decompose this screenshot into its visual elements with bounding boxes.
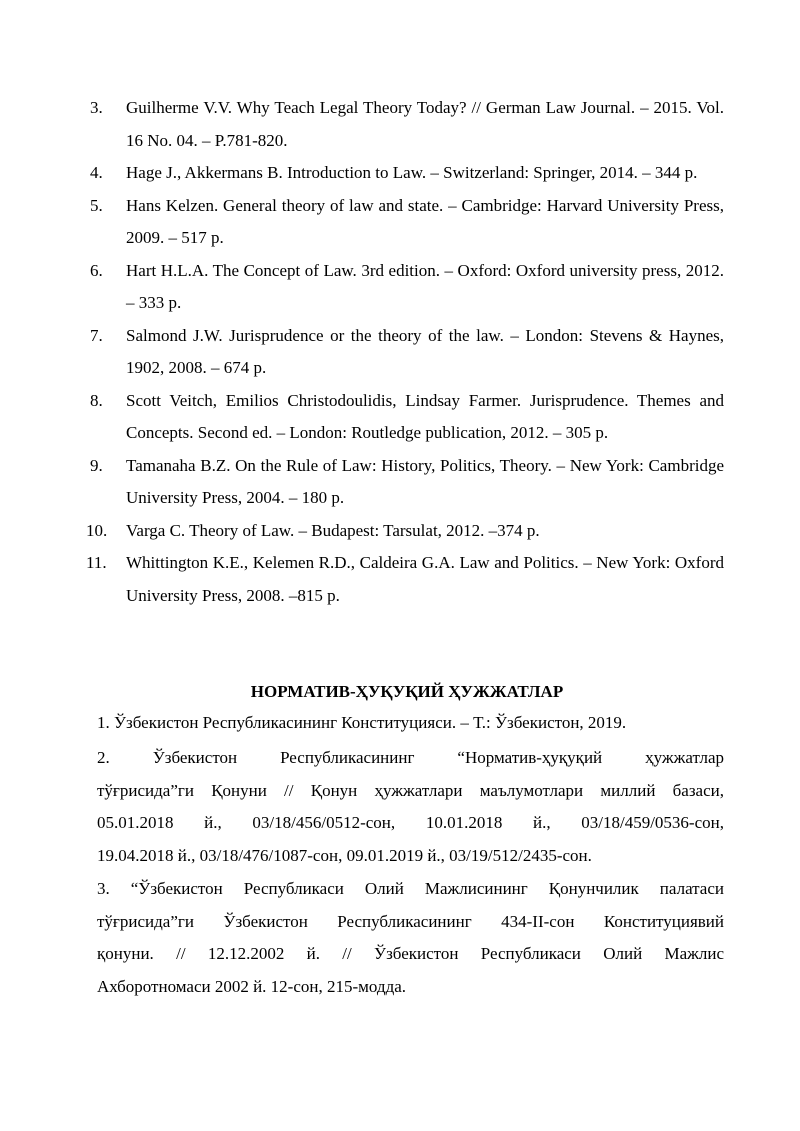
reference-number: 3. bbox=[90, 98, 103, 117]
reference-number: 9. bbox=[90, 455, 103, 475]
reference-text: Salmond J.W. Jurisprudence or the theory of the law. – London: Stevens & Haynes, 1902, 2008. – 674 p. bbox=[126, 325, 724, 377]
reference-list bbox=[86, 92, 724, 612]
normative-line: 19.04.2018 й., 03/18/476/1087-сон, 09.01.2019 й., 03/19/512/2435-сон. bbox=[97, 845, 592, 865]
normative-line: қонуни. // 12.12.2002 й. // Ўзбекистон Республикаси Олий Мажлис bbox=[97, 944, 724, 963]
reference-item bbox=[90, 190, 724, 255]
reference-number: 8. bbox=[90, 390, 103, 410]
reference-number: 10. bbox=[86, 520, 108, 540]
normative-item bbox=[97, 742, 724, 872]
reference-item bbox=[90, 385, 724, 450]
reference-item bbox=[90, 450, 724, 515]
normative-item bbox=[97, 873, 724, 1003]
normative-line: тўғрисида”ги Қонуни // Қонун ҳужжатлари маълумотлари миллий базаси, bbox=[97, 780, 724, 800]
normative-line: 05.01.2018 й., 03/18/456/0512-сон, 10.01.2018 й., 03/18/459/0536-сон, bbox=[97, 813, 724, 832]
reference-item bbox=[86, 515, 724, 548]
normative-line: Ахборотномаси 2002 й. 12-сон, 215-модда. bbox=[97, 976, 407, 996]
normative-line: 2. Ўзбекистон Республикасининг “Норматив-ҳуқуқий ҳужжатлар bbox=[97, 748, 724, 767]
reference-number: 6. bbox=[90, 260, 103, 280]
reference-text: Tamanaha B.Z. On the Rule of Law: History, Politics, Theory. – New York: Cambridge University Press, 2004. – 180 p. bbox=[126, 455, 724, 507]
reference-item bbox=[90, 92, 724, 157]
normative-item: 1. Ўзбекистон Республикасининг Конституцияси. – Т.: Ўзбекистон, 2019. bbox=[97, 713, 627, 732]
reference-item bbox=[86, 547, 724, 612]
reference-text: Whittington K.E., Kelemen R.D., Caldeira G.A. Law and Politics. – New York: Oxford University Press, 2008. –815 p. bbox=[126, 553, 724, 605]
reference-item bbox=[90, 157, 724, 190]
reference-item bbox=[90, 320, 724, 385]
reference-text: Hage J., Akkermans B. Introduction to Law. – Switzerland: Springer, 2014. – 344 p. bbox=[126, 163, 698, 182]
reference-item bbox=[90, 255, 724, 320]
reference-text: Scott Veitch, Emilios Christodoulidis, Lindsay Farmer. Jurisprudence. Themes and Concepts. Second ed. – London: Routledge publication, 2012. – 305 p. bbox=[126, 390, 724, 442]
reference-number: 5. bbox=[90, 195, 103, 215]
reference-text: Hart H.L.A. The Concept of Law. 3rd edition. – Oxford: Oxford university press, 2012. – 333 p. bbox=[126, 260, 724, 312]
reference-text: Guilherme V.V. Why Teach Legal Theory Today? // German Law Journal. – 2015. Vol. 16 No. 04. – P.781-820. bbox=[126, 98, 724, 150]
normative-line: 3. “Ўзбекистон Республикаси Олий Мажлисининг Қонунчилик палатаси bbox=[97, 879, 724, 898]
reference-text: Varga C. Theory of Law. – Budapest: Tarsulat, 2012. –374 p. bbox=[126, 520, 540, 540]
normative-line: тўғрисида”ги Ўзбекистон Республикасининг 434-II-сон Конституциявий bbox=[97, 911, 724, 931]
reference-number: 11. bbox=[86, 553, 107, 572]
reference-number: 7. bbox=[90, 325, 103, 345]
section-heading: НОРМАТИВ-ҲУҚУҚИЙ ҲУЖЖАТЛАР bbox=[250, 682, 564, 701]
reference-number: 4. bbox=[90, 163, 103, 182]
reference-text: Hans Kelzen. General theory of law and state. – Cambridge: Harvard University Press, 2009. – 517 p. bbox=[126, 195, 724, 247]
